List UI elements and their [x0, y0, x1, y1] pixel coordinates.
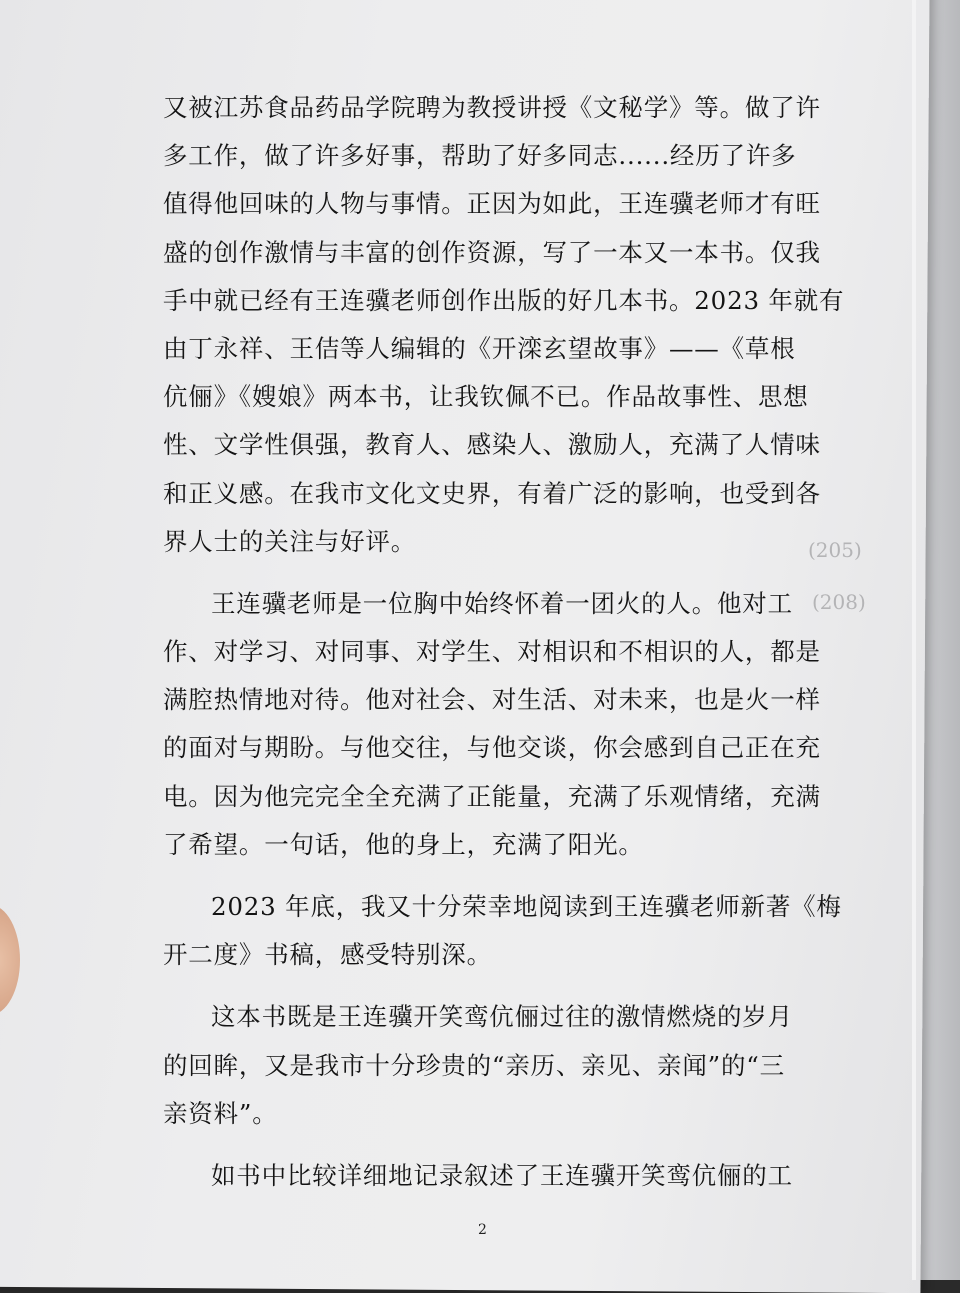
text-line: 值得他回味的人物与事情。正因为如此，王连骥老师才有旺	[163, 189, 821, 219]
page-edge-highlight	[912, 0, 916, 1280]
text-line: 和正义感。在我市文化文史界，有着广泛的影响，也受到各	[163, 478, 821, 508]
text-line: 多工作，做了许多好事，帮助了好多同志......经历了许多	[163, 141, 797, 171]
text-line: 盛的创作激情与丰富的创作资源，写了一本又一本书。仅我	[163, 237, 821, 267]
text-line: 又被江苏食品药品学院聘为教授讲授《文秘学》等。做了许	[163, 93, 821, 122]
paragraph	[163, 883, 842, 979]
text-line: 作、对学习、对同事、对学生、对相识和不相识的人，都是	[163, 637, 821, 667]
show-through-text: (208)	[812, 590, 866, 614]
text-line: 电。因为他完完全全充满了正能量，充满了乐观情绪，充满	[163, 781, 821, 811]
paragraph	[163, 993, 828, 1138]
text-line: 界人士的关注与好评。	[163, 526, 416, 556]
page-number: 2	[478, 1222, 487, 1238]
text-line: 的回眸，又是我市十分珍贵的“亲历、亲见、亲闻”的“三	[163, 1050, 785, 1080]
text-line: 性、文学性俱强，教育人、感染人、激励人，充满了人情味	[163, 430, 821, 460]
text-line: 的面对与期盼。与他交往，与他交谈，你会感到自己正在充	[163, 733, 821, 763]
paragraph	[163, 580, 828, 869]
text-line: 满腔热情地对待。他对社会、对生活、对未来，也是火一样	[163, 685, 821, 715]
text-line: 王连骥老师是一位胸中始终怀着一团火的人。他对工	[211, 588, 793, 618]
text-line: 如书中比较详细地记录叙述了王连骥开笑鸾伉俪的工	[211, 1160, 793, 1190]
text-line: 伉俪》《嫂娘》两本书，让我钦佩不已。作品故事性、思想	[163, 382, 809, 412]
text-line: 手中就已经有王连骥老师创作出版的好几本书。2023 年就有	[163, 285, 845, 315]
text-line: 亲资料”。	[163, 1098, 278, 1128]
paragraph	[163, 1152, 828, 1200]
text-line: 这本书既是王连骥开笑鸾伉俪过往的激情燃烧的岁月	[211, 1002, 793, 1032]
text-line: 2023 年底，我又十分荣幸地阅读到王连骥老师新著《梅	[211, 892, 842, 921]
show-through-text: (205)	[808, 538, 862, 562]
text-line: 了希望。一句话，他的身上，充满了阳光。	[163, 829, 644, 859]
text-line: 由丁永祥、王佶等人编辑的《开滦玄望故事》——《草根	[163, 333, 796, 363]
text-line: 开二度》书稿，感受特别深。	[163, 940, 492, 970]
